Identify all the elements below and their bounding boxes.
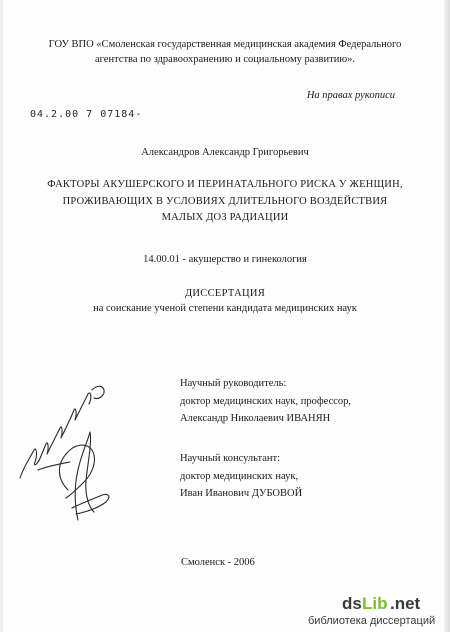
consultant-name: Иван Иванович ДУБОВОЙ	[180, 488, 303, 499]
svg-text:Lib: Lib	[362, 594, 388, 613]
dslib-watermark-logo	[302, 592, 442, 628]
degree-line: на соискание ученой степени кандидата медицинских наук	[93, 303, 357, 314]
svg-text:.net: .net	[390, 594, 421, 613]
supervisor-name: Александр Николаевич ИВАНЯН	[180, 413, 331, 424]
institution-line-2: агентства по здравоохранению и социальному развитию».	[94, 54, 356, 65]
document-type: ДИССЕРТАЦИЯ	[184, 288, 266, 299]
supervisor-label: Научный руководитель:	[180, 378, 287, 389]
rights-note: На правах рукописи	[306, 90, 395, 101]
consultant-title: доктор медицинских наук,	[180, 471, 299, 482]
dissertation-title-line-3: МАЛЫХ ДОЗ РАДИАЦИИ	[161, 212, 289, 223]
svg-text:ds: ds	[342, 594, 362, 613]
catalog-code-mark: -	[135, 109, 143, 120]
dissertation-title-line-2: ПРОЖИВАЮЩИХ В УСЛОВИЯХ ДЛИТЕЛЬНОГО ВОЗДЕЙСТВИЯ	[62, 196, 388, 207]
city-year: Смоленск - 2006	[181, 557, 255, 568]
svg-text:библиотека диссертаций: библиотека диссертаций	[308, 615, 436, 627]
dissertation-title-line-1: ФАКТОРЫ АКУШЕРСКОГО И ПЕРИНАТАЛЬНОГО РИСКА У ЖЕНЩИН,	[47, 179, 403, 190]
catalog-code	[30, 110, 142, 120]
scan-left-edge	[0, 0, 3, 632]
scan-right-edge	[444, 0, 450, 632]
handwritten-signature	[8, 370, 138, 530]
specialty-code: 14.00.01 - акушерство и гинекология	[143, 254, 307, 265]
consultant-label: Научный консультант:	[180, 453, 281, 464]
catalog-code-text: 04.2.00 7 07184	[30, 109, 136, 120]
supervisor-title: доктор медицинских наук, профессор,	[180, 396, 352, 407]
author-name: Александров Александр Григорьевич	[141, 147, 309, 158]
institution-line-1: ГОУ ВПО «Смоленская государственная медицинская академия Федерального	[48, 39, 402, 50]
